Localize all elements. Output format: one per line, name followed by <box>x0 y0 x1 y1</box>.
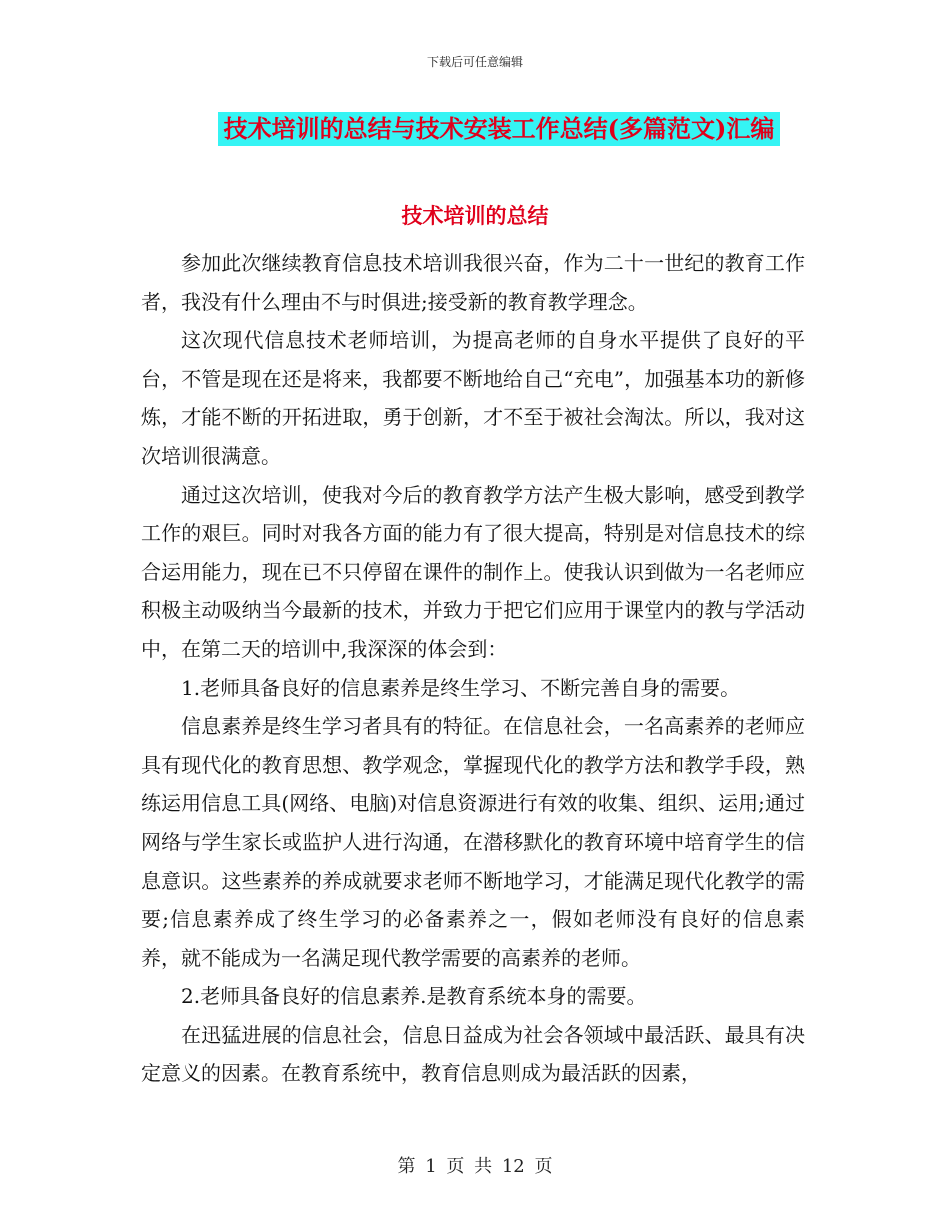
section-title: 技术培训的总结 <box>401 203 549 228</box>
paragraph: 这次现代信息技术老师培训，为提高老师的自身水平提供了良好的平台，不管是现在还是将来，我都要不断地给自己“充电”，加强基本功的新修炼，才能不断的开拓进取，勇于创新，才不至于被社会淘汰。所以，我对这次培训很满意。 <box>141 328 805 468</box>
numbered-point: 1.老师具备良好的信息素养是终生学习、不断完善自身的需要。 <box>181 675 741 700</box>
numbered-point: 2.老师具备良好的信息素养.是教育系统本身的需要。 <box>181 984 647 1009</box>
document-title: 技术培训的总结与技术安装工作总结(多篇范文)汇编 <box>218 112 781 146</box>
paragraph: 在迅猛进展的信息社会，信息日益成为社会各领域中最活跃、最具有决定意义的因素。在教育系统中，教育信息则成为最活跃的因素， <box>141 1022 805 1086</box>
document-body <box>141 244 805 1093</box>
paragraph: 信息素养是终生学习者具有的特征。在信息社会，一名高素养的老师应具有现代化的教育思想、教学观念，掌握现代化的教学方法和教学手段，熟练运用信息工具(网络、电脑)对信息资源进行有效的收集、组织、运用;通过网络与学生家长或监护人进行沟通，在潜移默化的教育环境中培育学生的信息意识。这些素养的养成就要求老师不断地学习，才能满足现代化教学的需要;信息素养成了终生学习的必备素养之一，假如老师没有良好的信息素养，就不能成为一名满足现代教学需要的高素养的老师。 <box>141 714 805 970</box>
document-title-container <box>0 112 950 146</box>
header-note: 下载后可任意编辑 <box>426 55 523 69</box>
paragraph: 通过这次培训，使我对今后的教育教学方法产生极大影响，感受到教学工作的艰巨。同时对我各方面的能力有了很大提高，特别是对信息技术的综合运用能力，现在已不只停留在课件的制作上。使我认识到做为一名老师应积极主动吸纳当今最新的技术，并致力于把它们应用于课堂内的教与学活动中，在第二天的培训中,我深深的体会到： <box>141 482 805 661</box>
paragraph: 参加此次继续教育信息技术培训我很兴奋，作为二十一世纪的教育工作者，我没有什么理由不与时俱进;接受新的教育教学理念。 <box>141 251 805 314</box>
page-number-footer: 第 1 页 共 12 页 <box>397 1156 553 1177</box>
